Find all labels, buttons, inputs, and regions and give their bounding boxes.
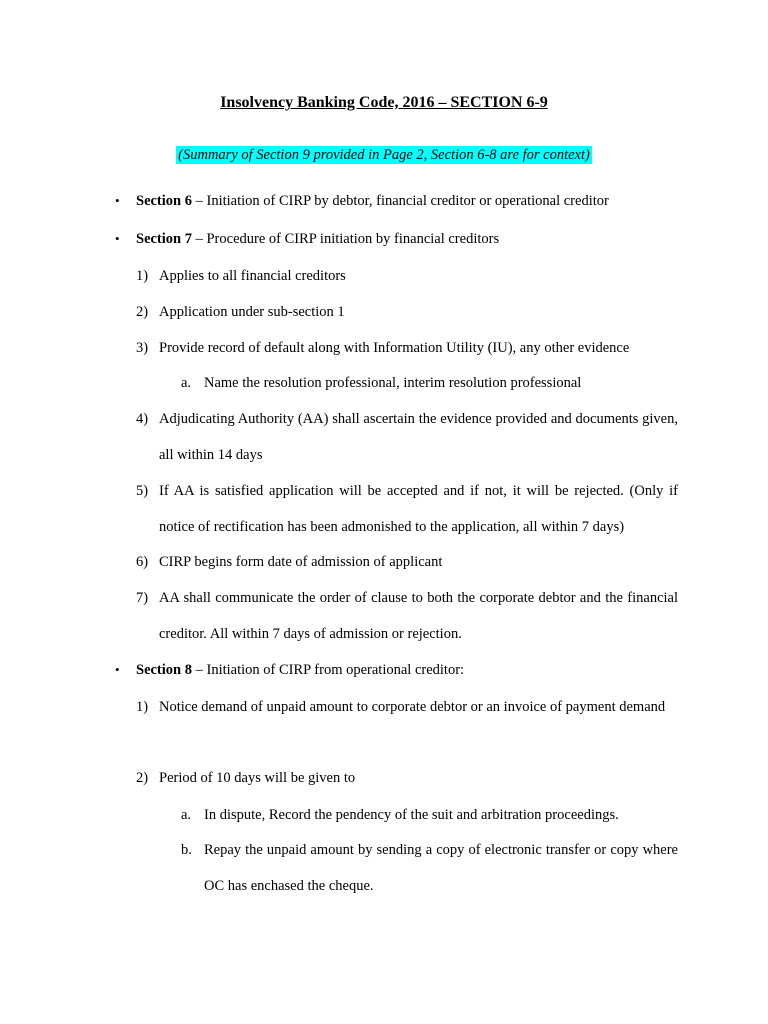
- list-item: Period of 10 days will be given to: [159, 770, 356, 786]
- list-item: Notice demand of unpaid amount to corporate debtor or an invoice of payment demand: [159, 699, 666, 715]
- sub-list-item: In dispute, Record the pendency of the suit and arbitration proceedings.: [204, 807, 619, 823]
- section-text: Procedure of CIRP initiation by financial creditors: [206, 231, 500, 247]
- document-title: Insolvency Banking Code, 2016 – SECTION 6-9: [220, 94, 548, 111]
- section-heading: Section 7: [136, 231, 192, 247]
- item-number: 2): [136, 770, 149, 786]
- item-number: 3): [136, 340, 149, 356]
- dash: –: [191, 662, 207, 678]
- list-item: Adjudicating Authority (AA) shall ascertain the evidence provided and documents given, all within 14 days: [159, 411, 678, 463]
- section-heading: Section 8: [136, 662, 192, 678]
- list-item: Provide record of default along with Information Utility (IU), any other evidence: [159, 340, 630, 356]
- item-number: 4): [136, 411, 149, 427]
- dash: –: [191, 193, 207, 209]
- section-text: Initiation of CIRP from operational creditor:: [206, 662, 465, 678]
- item-number: 2): [136, 304, 149, 320]
- section-6-line: [136, 192, 609, 210]
- bullet-icon: •: [115, 193, 120, 208]
- item-number: 7): [136, 590, 149, 606]
- item-number: 1): [136, 268, 149, 284]
- dash: –: [191, 231, 207, 247]
- item-number: 1): [136, 699, 149, 715]
- subtitle-row: [0, 146, 768, 164]
- list-item: AA shall communicate the order of clause to both the corporate debtor and the financial creditor. All within 7 days of admission or rejection.: [159, 590, 678, 642]
- sub-item-letter: a.: [181, 375, 192, 391]
- sub-item-letter: a.: [181, 807, 192, 823]
- bullet-icon: •: [115, 662, 120, 677]
- section-heading: Section 6: [136, 193, 192, 209]
- list-item: Applies to all financial creditors: [159, 268, 346, 284]
- bullet-icon: •: [115, 231, 120, 246]
- section-8-line: [136, 661, 464, 679]
- item-number: 5): [136, 483, 149, 499]
- list-item: CIRP begins form date of admission of applicant: [159, 554, 443, 570]
- sub-list-item: Repay the unpaid amount by sending a copy of electronic transfer or copy where OC has enchased the cheque.: [204, 842, 678, 894]
- item-number: 6): [136, 554, 149, 570]
- sub-item-letter: b.: [181, 842, 192, 858]
- list-item: If AA is satisfied application will be accepted and if not, it will be rejected. (Only if notice of rectification has been admonished to the application, all within 7 days): [159, 483, 678, 535]
- list-item: Application under sub-section 1: [159, 304, 345, 320]
- sub-list-item: Name the resolution professional, interim resolution professional: [204, 375, 582, 391]
- section-text: Initiation of CIRP by debtor, financial creditor or operational creditor: [206, 193, 609, 209]
- highlighted-subtitle: (Summary of Section 9 provided in Page 2, Section 6-8 are for context): [178, 147, 590, 163]
- section-7-line: [136, 230, 499, 248]
